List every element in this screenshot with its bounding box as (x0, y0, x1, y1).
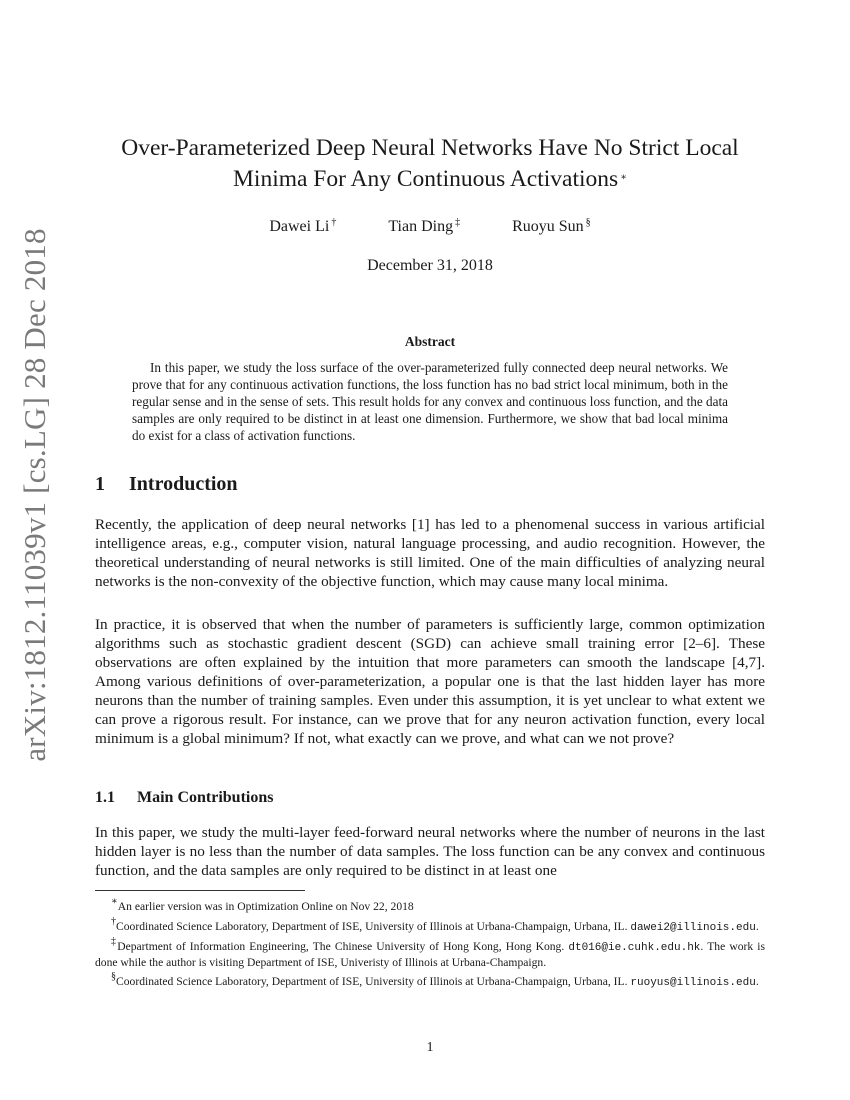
footnote: †Coordinated Science Laboratory, Department of ISE, University of Illinois at Urbana-Champaign, Urbana, IL. dawei2@illinois.edu. (111, 915, 759, 934)
body-paragraph: Recently, the application of deep neural networks [1] has led to a phenomenal success in various artificial intelligence areas, e.g., computer vision, natural language processing, and audio recognition. However, the theoretical understanding of neural networks is still limited. One of the main difficulties of analyzing neural networks is the non-convexity of the objective function, which may cause many local minima. (95, 516, 765, 590)
author-list (95, 217, 765, 236)
footnotes (95, 890, 765, 991)
footnote: ‡Department of Information Engineering, The Chinese University of Hong Kong, Hong Kong. dt016@ie.cuhk.edu.hk. The work is done while the author is visiting Department of ISE, Univeristy of Illinois at Urbana-Champaign. (95, 936, 765, 969)
email-address[interactable]: ruoyus@illinois.edu (630, 977, 756, 989)
body-paragraph: In this paper, we study the multi-layer feed-forward neural networks where the number of neurons in the last hidden layer is no less than the number of data samples. The loss function can be any convex and continuous function, and the data samples are only required to be distinct in at least one (95, 824, 765, 879)
abstract-text: In this paper, we study the loss surface of the over-parameterized fully connected deep neural networks. We prove that for any continuous activation functions, the loss function has no bad strict local minimum, both in the regular sense and in the sense of sets. This result holds for any convex and continuous loss function, and the data samples are only required to be distinct in at least one dimension. Furthermore, we show that bad local minima do exist for a class of activation functions. (132, 360, 728, 443)
arxiv-stamp-text: arXiv:1812.11039v1 [cs.LG] 28 Dec 2018 (17, 228, 52, 762)
footnote-divider (95, 890, 305, 891)
subsection-title: Main Contributions (137, 789, 274, 806)
author: Tian Ding ‡ (388, 217, 461, 235)
section-number: 1 (95, 473, 105, 495)
subsection-heading (95, 789, 273, 807)
publication-date: December 31, 2018 (367, 257, 493, 274)
email-address[interactable]: dawei2@illinois.edu (630, 921, 756, 934)
subsection-number: 1.1 (95, 789, 115, 806)
footnote: §Coordinated Science Laboratory, Department of ISE, University of Illinois at Urbana-Champaign, Urbana, IL. ruoyus@illinois.edu. (111, 971, 759, 989)
abstract-heading: Abstract (404, 334, 456, 349)
author: Ruoyu Sun § (512, 217, 591, 235)
section-title: Introduction (129, 473, 238, 495)
email-address[interactable]: dt016@ie.cuhk.edu.hk (568, 942, 701, 954)
paper-title (95, 133, 765, 194)
page-number: 1 (426, 1040, 434, 1055)
body-paragraph: In practice, it is observed that when the number of parameters is sufficiently large, common optimization algorithms such as stochastic gradient descent (SGD) can achieve small training error [2–6]. These observations are often explained by the intuition that more parameters can smooth the landscape [4,7]. Among various definitions of over-parameterization, a popular one is that the last hidden layer has more neurons than the number of training samples. Even under this assumption, it is yet unclear to what extent we can prove a rigorous result. For instance, can we prove that for any neuron activation function, every local minimum is a global minimum? If not, what exactly can we prove, and what can we not prove? (95, 616, 765, 747)
author: Dawei Li † (269, 217, 337, 235)
footnote: ∗An earlier version was in Optimization Online on Nov 22, 2018 (111, 896, 414, 913)
section-heading (95, 473, 238, 496)
title-footnote-mark: ∗ (620, 172, 627, 183)
paper-title-text: Over-Parameterized Deep Neural Networks Have No Strict Local Minima For Any Continuous Activations (121, 135, 739, 192)
